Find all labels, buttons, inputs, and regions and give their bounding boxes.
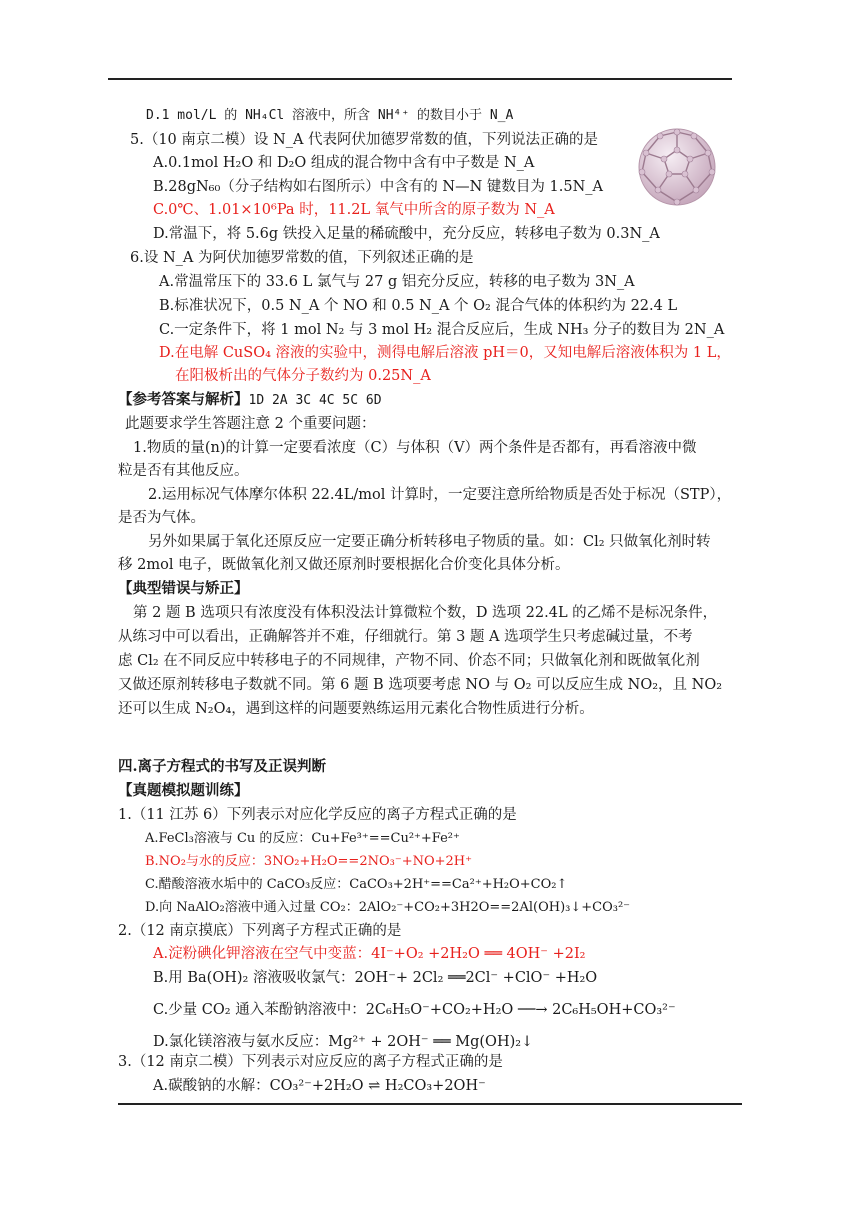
footer-rule [118,1103,742,1105]
q6-option-d-line2: 在阳极析出的气体分子数约为 0.25N_A [175,368,431,384]
ion-q2-option-d: D.氯化镁溶液与氨水反应：Mg²⁺ + 2OH⁻ ══ Mg(OH)₂↓ [153,1034,534,1050]
note-point1-a: 1.物质的量(n)的计算一定要看浓度（C）与体积（V）两个条件是否都有，再看溶液中微 [133,440,697,456]
error-text-1: 第 2 题 B 选项只有浓度没有体积没法计算微粒个数，D 选项 22.4L 的乙烯不是标况条件， [133,605,718,621]
error-text-4: 又做还原剂转移电子数就不同。第 6 题 B 选项要考虑 NO 与 O₂ 可以反应生成 NO₂，且 NO₂ [118,677,723,693]
ion-q3-stem: 3.（12 南京二模）下列表示对应反应的离子方程式正确的是 [118,1054,503,1070]
ion-q3-option-a: A.碳酸钠的水解：CO₃²⁻+2H₂O ⇌ H₂CO₃+2OH⁻ [153,1078,486,1094]
ion-q2-option-a: A.淀粉碘化钾溶液在空气中变蓝：4I⁻+O₂ +2H₂O ══ 4OH⁻ +2I₂ [153,946,586,962]
note-point2-b: 是否为气体。 [118,510,205,526]
q5-option-b: B.28gN₆₀（分子结构如右图所示）中含有的 N—N 键数目为 1.5N_A [153,179,603,195]
answer-heading [118,390,382,411]
q6-option-b: B.标准状况下，0.5 N_A 个 NO 和 0.5 N_A 个 O₂ 混合气体的体积约为 22.4 L [159,298,678,314]
ion-q1-stem: 1.（11 江苏 6）下列表示对应化学反应的离子方程式正确的是 [118,807,517,823]
note-point3-b: 移 2mol 电子，既做氧化剂又做还原剂时要根据化合价变化具体分析。 [118,557,570,573]
error-text-3: 虑 Cl₂ 在不同反应中转移电子的不同规律，产物不同、价态不同；只做氧化剂和既做氧化剂 [118,653,700,669]
note-point3-a: 另外如果属于氧化还原反应一定要正确分析转移电子物质的量。如：Cl₂ 只做氧化剂时转 [148,534,711,550]
answer-heading-label: 【参考答案与解析】 [118,391,249,408]
q5-option-c: C.0℃、1.01×10⁶Pa 时，11.2L 氧气中所含的原子数为 N_A [153,202,555,218]
q5-option-a: A.0.1mol H₂O 和 D₂O 组成的混合物中含有中子数是 N_A [153,155,535,171]
ion-q1-option-c: C.醋酸溶液水垢中的 CaCO₃反应：CaCO₃+2H⁺==Ca²⁺+H₂O+CO₂↑ [145,877,568,892]
ion-q2-option-c: C.少量 CO₂ 通入苯酚钠溶液中：2C₆H₅O⁻+CO₂+H₂O ──→ 2C₆H₅OH+CO₃²⁻ [153,1002,676,1018]
note-point1-b: 粒是否有其他反应。 [118,463,249,479]
ion-q1-option-b: B.NO₂与水的反应：3NO₂+H₂O==2NO₃⁻+NO+2H⁺ [145,854,472,869]
q6-option-c: C.一定条件下，将 1 mol N₂ 与 3 mol H₂ 混合反应后，生成 NH₃ 分子的数目为 2N_A [159,322,725,338]
q6-option-a: A.常温常压下的 33.6 L 氯气与 27 g 铝充分反应，转移的电子数为 3N_A [159,274,635,290]
ion-q1-option-d: D.向 NaAlO₂溶液中通入过量 CO₂：2AlO₂⁻+CO₂+3H2O==2Al(OH)₃↓+CO₃²⁻ [145,900,631,915]
q6-option-d-line1: D.在电解 CuSO₄ 溶液的实验中，测得电解后溶液 pH＝0，又知电解后溶液体积为 1 L， [159,345,731,361]
c60-fullerene-icon [632,122,722,212]
note-intro: 此题要求学生答题注意 2 个重要问题： [125,416,376,432]
note-point2-a: 2.运用标况气体摩尔体积 22.4L/mol 计算时，一定要注意所给物质是否处于标况（STP）， [148,487,732,503]
error-heading: 【典型错误与矫正】 [118,580,249,597]
error-text-5: 还可以生成 N₂O₄，遇到这样的问题要熟练运用元素化合物性质进行分析。 [118,701,594,717]
q5-option-d: D.常温下，将 5.6g 铁投入足量的稀硫酸中，充分反应，转移电子数为 0.3N_A [153,226,660,242]
ion-q2-option-b: B.用 Ba(OH)₂ 溶液吸收氯气：2OH⁻+ 2Cl₂ ══2Cl⁻ +ClO⁻ +H₂O [153,970,598,986]
q5-stem: 5.（10 南京二模）设 N_A 代表阿伏加德罗常数的值，下列说法正确的是 [130,132,599,148]
answer-list: 1D 2A 3C 4C 5C 6D [248,393,382,408]
training-heading: 【真题模拟题训练】 [118,782,249,799]
ion-q2-stem: 2.（12 南京摸底）下列离子方程式正确的是 [118,923,402,939]
q6-stem: 6.设 N_A 为阿伏加德罗常数的值，下列叙述正确的是 [130,250,474,266]
error-text-2: 从练习中可以看出，正确解答并不难，仔细就行。第 3 题 A 选项学生只考虑碱过量，不考 [118,629,693,645]
header-rule [108,78,732,80]
ion-q1-option-a: A.FeCl₃溶液与 Cu 的反应：Cu+Fe³⁺==Cu²⁺+Fe²⁺ [145,831,460,846]
section-four-title: 四.离子方程式的书写及正误判断 [118,758,327,775]
q4-option-d: D.1 mol/L 的 NH₄Cl 溶液中，所含 NH⁴⁺ 的数目小于 N_A [146,108,514,123]
